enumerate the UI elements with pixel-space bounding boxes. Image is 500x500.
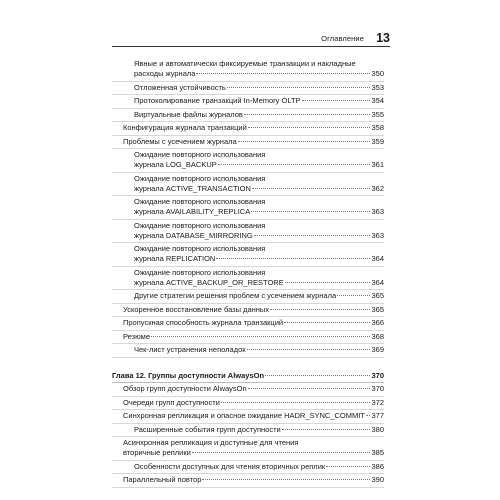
- toc-entry: [112, 95, 384, 109]
- toc-page-number: 370: [371, 384, 384, 393]
- toc-entry-text: Проблемы с усечением журнала: [123, 136, 237, 146]
- toc-entry-line: [123, 305, 384, 315]
- toc-entry-text: Ожидание повторного использования: [134, 150, 266, 159]
- toc-entry: [112, 344, 384, 358]
- toc-page-number: 354: [371, 96, 384, 105]
- toc-page-number: 355: [371, 109, 384, 119]
- toc-entry-text: Глава 12. Группы доступности AlwaysOn: [112, 370, 265, 380]
- toc-page-number: 365: [371, 291, 384, 300]
- toc-page-number: 363: [371, 230, 384, 240]
- toc-entry-text: Пропускная способность журнала транзакций: [123, 318, 284, 327]
- dot-leader: [151, 336, 370, 337]
- toc-entry: [112, 304, 384, 318]
- toc-entry-text: Синхронная репликация и опасное ожидание HADR_SYNC_COMMIT: [123, 411, 365, 420]
- toc-entry: [112, 196, 384, 220]
- toc-entry: [112, 383, 384, 397]
- toc-page-number: 359: [371, 136, 384, 146]
- toc-page-number: 364: [371, 254, 384, 263]
- toc-entry-text: Ожидание повторного использования: [134, 220, 266, 230]
- toc-entry-text: журнала REPLICATION: [134, 254, 216, 263]
- toc-entry: [112, 290, 384, 304]
- dot-leader: [227, 87, 371, 88]
- toc-entry-line: [134, 83, 384, 93]
- toc-entry-text: Ожидание повторного использования: [134, 173, 266, 183]
- toc-entry: [112, 317, 384, 331]
- toc-entry-text: Явные и автоматически фиксируемые транзакции и накладные: [134, 59, 356, 68]
- toc-entry-text: журнала DATABASE_MIRRORING: [134, 230, 253, 240]
- toc-page-number: 370: [371, 370, 384, 380]
- toc-entry-text: Ожидание повторного использования: [134, 197, 266, 206]
- dot-leader: [248, 388, 371, 389]
- dot-leader: [366, 415, 371, 416]
- dot-leader: [244, 114, 371, 115]
- toc-entry-line: [134, 278, 384, 288]
- table-of-contents: [112, 58, 384, 488]
- toc-entry-text: Обзор групп доступности AlwaysOn: [123, 384, 247, 393]
- toc-entry-text: Очереди групп доступности: [123, 397, 220, 407]
- toc-entry: [112, 122, 384, 136]
- toc-entry-line: [134, 231, 384, 241]
- toc-entry-line: [134, 96, 384, 106]
- dot-leader: [248, 127, 371, 128]
- dot-leader: [337, 295, 370, 296]
- toc-entry-text: Протоколирование транзакций In-Memory OLTP: [134, 96, 301, 105]
- toc-entry-line: [123, 411, 384, 421]
- toc-entry: [112, 136, 384, 150]
- toc-page-number: 372: [371, 397, 384, 407]
- toc-entry-text: журнала ACTIVE_BACKUP_OR_RESTORE: [134, 277, 284, 287]
- toc-page-number: 362: [371, 183, 384, 193]
- toc-page-number: 386: [371, 461, 384, 471]
- dot-leader: [284, 322, 370, 323]
- dot-leader: [302, 100, 371, 101]
- toc-entry-line: [123, 384, 384, 394]
- toc-entry: [112, 474, 384, 488]
- toc-chapter-entry: [112, 370, 384, 384]
- dot-leader: [254, 235, 371, 236]
- toc-entry-line: [123, 475, 384, 485]
- running-header-title: Оглавление: [321, 34, 364, 43]
- toc-entry-text: журнала LOG_BACKUP: [134, 160, 217, 169]
- dot-leader: [202, 479, 370, 480]
- toc-entry-text: журнала ACTIVE_TRANSACTION: [134, 183, 251, 193]
- dot-leader: [218, 164, 371, 165]
- toc-page-number: 377: [371, 411, 384, 420]
- toc-entry-line: [134, 462, 384, 472]
- toc-entry-line: [134, 207, 384, 217]
- toc-entry-line: [134, 110, 384, 120]
- toc-entry: [112, 267, 384, 291]
- toc-entry-line: [134, 160, 384, 170]
- dot-leader: [221, 402, 371, 403]
- toc-entry-text: Особенности доступных для чтения вторичных реплик: [134, 461, 326, 471]
- dot-leader: [326, 466, 370, 467]
- toc-entry: [112, 410, 384, 424]
- dot-leader: [282, 429, 371, 430]
- dot-leader: [247, 349, 371, 350]
- toc-entry: [112, 149, 384, 173]
- toc-entry-text: вторичные реплики: [123, 448, 191, 457]
- toc-entry-text: Ожидание повторного использования: [134, 267, 266, 277]
- dot-leader: [238, 141, 371, 142]
- toc-page-number: 366: [371, 318, 384, 327]
- toc-entry: [112, 437, 384, 461]
- dot-leader: [265, 375, 370, 376]
- toc-entry-line: [123, 137, 384, 147]
- toc-entry-text: Расширенные события групп доступности: [134, 424, 281, 434]
- toc-entry-line: [123, 318, 384, 328]
- toc-entry-text: Конфигурация журнала транзакций: [123, 123, 247, 132]
- toc-entry: [112, 220, 384, 244]
- toc-entry-text: Ускоренное восстановление базы данных: [123, 304, 270, 314]
- toc-entry: [112, 461, 384, 475]
- toc-entry: [112, 424, 384, 438]
- toc-entry-line: [134, 425, 384, 435]
- toc-entry-line: [134, 345, 384, 355]
- toc-entry-line: [123, 448, 384, 458]
- toc-page-number: 369: [371, 345, 384, 354]
- page-number: 13: [376, 31, 390, 45]
- dot-leader: [285, 282, 371, 283]
- toc-page-number: 353: [371, 82, 384, 92]
- header-rule: [112, 46, 390, 47]
- toc-page-number: 361: [371, 160, 384, 169]
- toc-page-number: 365: [371, 304, 384, 314]
- toc-entry-text: Ожидание повторного использования: [134, 244, 266, 253]
- toc-entry-text: журнала AVAILABILITY_REPLICA: [134, 207, 251, 216]
- toc-entry-text: Асинхронная репликация и доступные для чтения: [123, 438, 299, 447]
- toc-entry-text: Другие стратегии решения проблем с усечением журнала: [134, 291, 337, 300]
- page-header: [112, 32, 390, 46]
- toc-entry: [112, 331, 384, 345]
- dot-leader: [216, 258, 370, 259]
- toc-entry-line: [123, 332, 384, 342]
- toc-entry-line: [123, 398, 384, 408]
- dot-leader: [251, 211, 370, 212]
- toc-entry-line: [134, 184, 384, 194]
- toc-entry-text: Резюме: [123, 331, 150, 341]
- toc-entry-line: [112, 371, 384, 381]
- toc-entry-line: [123, 123, 384, 133]
- toc-page-number: 363: [371, 207, 384, 216]
- toc-entry-text: расходы журнала: [134, 69, 196, 78]
- toc-entry-text: Параллельный повтор: [123, 475, 202, 484]
- toc-entry-text: Виртуальные файлы журналов: [134, 109, 243, 119]
- toc-entry: [112, 397, 384, 411]
- toc-entry: [112, 58, 384, 82]
- toc-entry: [112, 243, 384, 267]
- toc-page-number: 364: [371, 277, 384, 287]
- toc-page-number: 380: [371, 424, 384, 434]
- toc-entry: [112, 82, 384, 96]
- dot-leader: [270, 309, 370, 310]
- toc-page-number: 385: [371, 448, 384, 457]
- toc-entry-text: Чек-лист устранения неполадок: [134, 345, 246, 354]
- toc-entry-line: [134, 69, 384, 79]
- toc-page-number: 358: [371, 123, 384, 132]
- dot-leader: [196, 73, 370, 74]
- toc-page-number: 390: [371, 475, 384, 484]
- toc-entry: [112, 109, 384, 123]
- dot-leader: [252, 188, 371, 189]
- toc-entry-text: Отложенная устойчивость: [134, 82, 226, 92]
- toc-entry: [112, 173, 384, 197]
- dot-leader: [192, 452, 371, 453]
- toc-page-number: 368: [371, 331, 384, 341]
- toc-entry-line: [134, 291, 384, 301]
- toc-page-number: 350: [371, 69, 384, 78]
- toc-entry-line: [134, 254, 384, 264]
